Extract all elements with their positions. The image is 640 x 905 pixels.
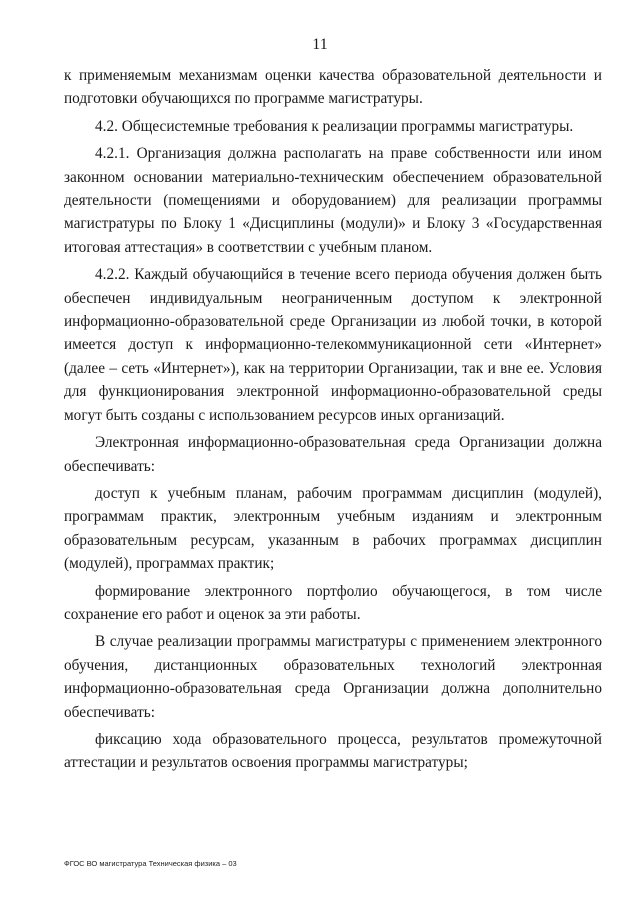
paragraph: Электронная информационно-образовательная среда Организации должна обеспечивать:: [64, 434, 602, 475]
section-heading: 4.2. Общесистемные требования к реализации программы магистратуры.: [95, 117, 574, 135]
footer-note: ФГОС ВО магистратура Техническая физика – 03: [64, 859, 237, 868]
document-body: [64, 64, 602, 779]
page-number: 11: [312, 36, 328, 53]
paragraph: 4.2.1. Организация должна располагать на праве собственности или ином законном основании материально-техническим обеспечением образовательной деятельности (помещениями и оборудованием) для реализации программы магистратуры по Блоку 1 «Дисциплины (модули)» и Блоку 3 «Государственная итоговая аттестация» в соответствии с учебным планом.: [64, 145, 602, 256]
paragraph: В случае реализации программы магистратуры с применением электронного обучения, дистанционных образовательных технологий электронная информационно-образовательная среда Организации должна дополнительно обеспечивать:: [64, 633, 602, 721]
list-item: доступ к учебным планам, рабочим программам дисциплин (модулей), программам практик, электронным учебным изданиям и электронным образовательным ресурсам, указанным в рабочих программах дисциплин (модулей), программах практик;: [64, 484, 602, 573]
list-item: фиксацию хода образовательного процесса, результатов промежуточной аттестации и результатов освоения программы магистратуры;: [64, 730, 602, 772]
list-item: формирование электронного портфолио обучающегося, в том числе сохранение его работ и оценок за эти работы.: [64, 582, 602, 623]
paragraph: 4.2.2. Каждый обучающийся в течение всего периода обучения должен быть обеспечен индивидуальным неограниченным доступом к электронной информационно-образовательной среде Организации из любой точки, в которой имеется доступ к информационно-телекоммуникационной сети «Интернет» (далее – сеть «Интернет»), как на территории Организации, так и вне ее. Условия для функционирования электронной информационно-образовательной среды могут быть созданы с использованием ресурсов иных организаций.: [64, 266, 602, 424]
paragraph: к применяемым механизмам оценки качества образовательной деятельности и подготовки обучающихся по программе магистратуры.: [64, 67, 602, 108]
